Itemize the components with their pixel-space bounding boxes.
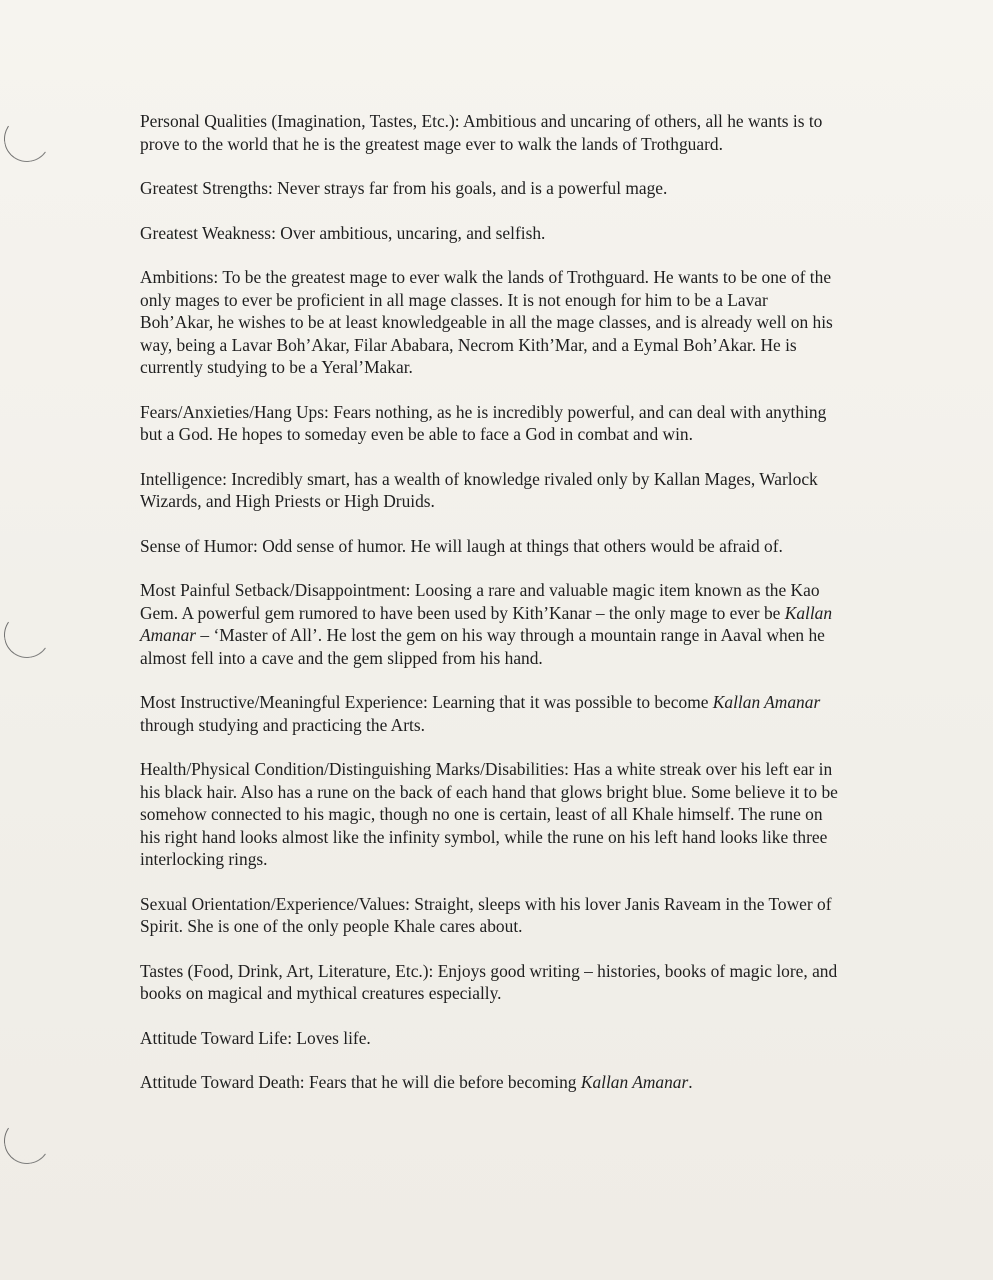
paragraph-health [140,758,840,871]
paragraph-text: Loves life. [292,1027,371,1048]
paragraph-greatest-weakness [140,222,840,245]
paragraph-label: Tastes (Food, Drink, Art, Literature, Etc.): [140,960,434,981]
paragraph-text: Fears nothing, as he is incredibly powerful, and can deal with anything but a God. He hopes to someday even be able to face a God in combat and win. [140,401,827,444]
paragraph-personal-qualities [140,110,840,155]
paragraph-label: Ambitions: [140,267,219,287]
paragraph-fears [140,401,840,446]
paragraph-ambitions [140,266,840,379]
paragraph-text: Fears that he will die before becoming [304,1072,581,1092]
paragraph-label: Health/Physical Condition/Distinguishing Marks/Disabilities: [140,759,569,779]
paragraph-attitude-life [140,1027,840,1050]
paragraph-greatest-strengths [140,177,840,200]
paragraph-label: Attitude Toward Life: [140,1027,293,1048]
paragraph-text: Never strays far from his goals, and is a powerful mage. [272,178,668,198]
paragraph-label: Sexual Orientation/Experience/Values: [140,893,410,914]
paragraph-orientation [140,893,840,938]
paragraph-text: through studying and practicing the Arts. [140,714,425,735]
paragraph-text: Odd sense of humor. He will laugh at things that others would be afraid of. [257,535,783,556]
document-body [140,110,840,1116]
paragraph-label: Sense of Humor: [140,535,258,556]
paragraph-label: Greatest Strengths: [140,178,273,198]
paragraph-emphasis: Kallan Amanar [140,602,833,645]
paragraph-label: Most Painful Setback/Disappointment: [140,580,411,600]
paragraph-text: Over ambitious, uncaring, and selfish. [275,222,546,243]
paragraph-label: Intelligence: [140,468,227,489]
paragraph-painful-setback [140,579,840,669]
paragraph-text: – ‘Master of All’. He lost the gem on his way through a mountain range in Aaval when he almost fell into a cave and the gem slipped from his hand. [140,625,825,668]
paragraph-label: Fears/Anxieties/Hang Ups: [140,401,329,422]
paragraph-label: Attitude Toward Death: [140,1072,305,1092]
paragraph-text: Loosing a rare and valuable magic item known as the Kao Gem. A powerful gem rumored to have been used by Kith’Kanar – the only mage to ever be [140,580,820,623]
paragraph-label: Greatest Weakness: [140,222,276,243]
paragraph-text: Straight, sleeps with his lover Janis Raveam in the Tower of Spirit. She is one of the only people Khale cares about. [140,893,832,936]
paragraph-text: Ambitious and uncaring of others, all he wants is to prove to the world that he is the greatest mage ever to walk the lands of Trothguard. [140,111,823,154]
paragraph-label: Most Instructive/Meaningful Experience: [140,692,428,712]
paragraph-text: . [688,1072,693,1092]
paragraph-emphasis: Kallan Amanar [712,692,821,712]
paragraph-attitude-death [140,1071,840,1094]
paragraph-text: Learning that it was possible to become [427,692,713,712]
paragraph-tastes [140,960,840,1005]
paragraph-text: Incredibly smart, has a wealth of knowledge rivaled only by Kallan Mages, Warlock Wizards, and High Priests or High Druids. [140,468,818,511]
paragraph-meaningful-experience [140,691,840,736]
binder-hole-icon [0,608,53,661]
paragraph-intelligence [140,468,840,513]
paragraph-text: Enjoys good writing – histories, books of magic lore, and books on magical and mythical creatures especially. [140,960,838,1003]
paragraph-text: Has a white streak over his left ear in his black hair. Also has a rune on the back of each hand that glows bright blue. Some believe it to be somehow connected to his magic, though no one is certain, least of all Khale himself. The rune on his right hand looks almost like the infinity symbol, while the rune on his left hand looks like three interlocking rings. [140,759,838,869]
paragraph-text: To be the greatest mage to ever walk the lands of Trothguard. He wants to be one of the only mages to ever be proficient in all mage classes. It is not enough for him to be a Lavar Boh’Akar, he wishes to be at least knowledgeable in all the mage classes, and is already well on his way, being a Lavar Boh’Akar, Filar Ababara, Necrom Kith’Mar, and a Eymal Boh’Akar. He is currently studying to be a Yeral’Makar. [140,267,833,377]
paragraph-sense-of-humor [140,535,840,558]
binder-hole-icon [0,1114,53,1167]
paragraph-emphasis: Kallan Amanar [580,1072,689,1092]
paragraph-label: Personal Qualities (Imagination, Tastes, Etc.): [140,111,460,131]
binder-hole-icon [0,112,53,165]
